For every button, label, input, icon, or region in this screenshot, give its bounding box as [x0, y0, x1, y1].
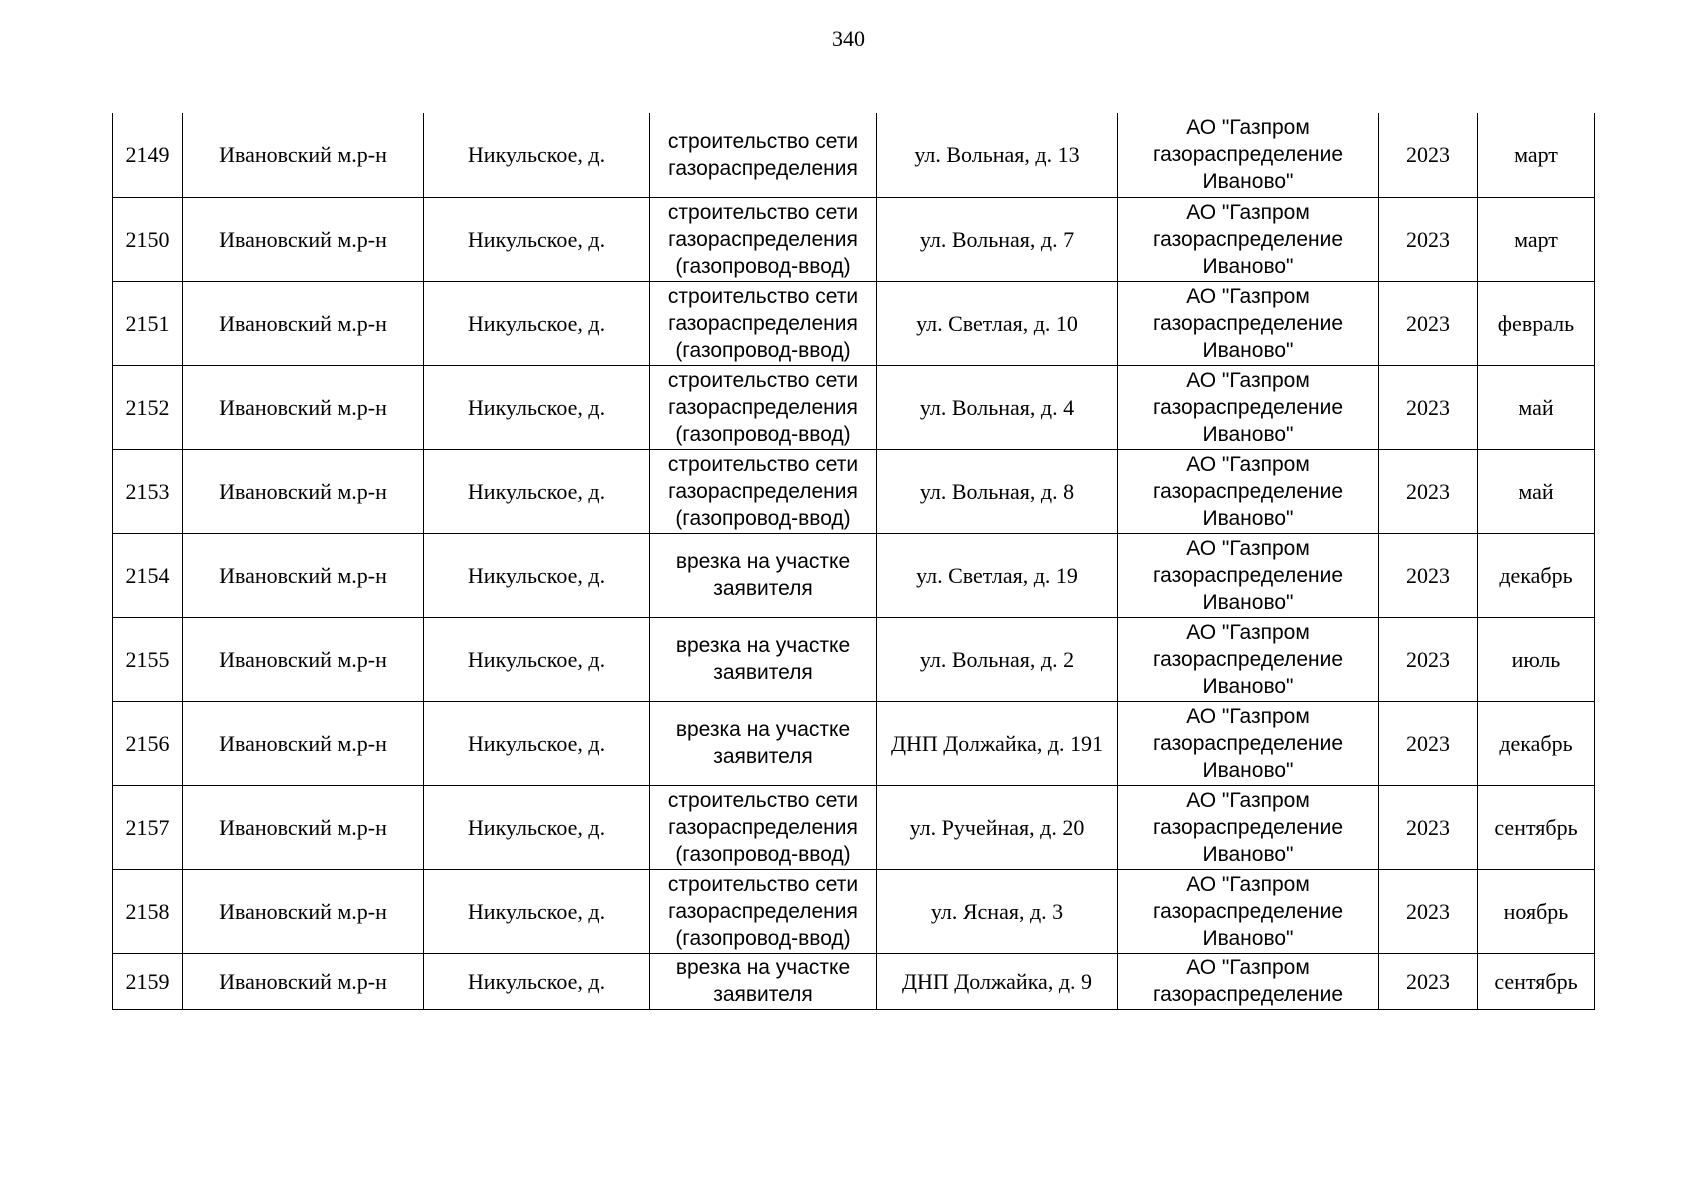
year-cell: 2023 [1379, 365, 1478, 449]
table-row [113, 701, 1595, 785]
row-number-cell: 2152 [113, 365, 183, 449]
district-cell: Ивановский м.р-н [183, 785, 424, 869]
year-cell: 2023 [1379, 785, 1478, 869]
row-number-cell: 2158 [113, 869, 183, 953]
organization-cell: АО "Газпром газораспределение Иваново" [1118, 281, 1379, 365]
address-cell: ДНП Должайка, д. 191 [877, 701, 1118, 785]
row-number-cell: 2155 [113, 617, 183, 701]
work-type-cell: строительство сети газораспределения (газопровод-ввод) [650, 785, 877, 869]
month-cell: февраль [1478, 281, 1595, 365]
work-type-cell: строительство сети газораспределения [650, 113, 877, 197]
table-row [113, 869, 1595, 953]
locality-cell: Никульское, д. [424, 365, 650, 449]
year-cell: 2023 [1379, 113, 1478, 197]
month-cell: сентябрь [1478, 953, 1595, 1009]
locality-cell: Никульское, д. [424, 617, 650, 701]
row-number-cell: 2151 [113, 281, 183, 365]
district-cell: Ивановский м.р-н [183, 281, 424, 365]
address-cell: ул. Вольная, д. 4 [877, 365, 1118, 449]
row-number-cell: 2150 [113, 197, 183, 281]
district-cell: Ивановский м.р-н [183, 617, 424, 701]
row-number-cell: 2154 [113, 533, 183, 617]
locality-cell: Никульское, д. [424, 533, 650, 617]
address-cell: ДНП Должайка, д. 9 [877, 953, 1118, 1009]
table-row [113, 617, 1595, 701]
organization-cell: АО "Газпром газораспределение Иваново" [1118, 533, 1379, 617]
table-body [113, 113, 1595, 1009]
page-number: 340 [832, 26, 865, 51]
year-cell: 2023 [1379, 953, 1478, 1009]
address-cell: ул. Светлая, д. 19 [877, 533, 1118, 617]
organization-cell: АО "Газпром газораспределение Иваново" [1118, 869, 1379, 953]
year-cell: 2023 [1379, 617, 1478, 701]
table-row [113, 533, 1595, 617]
work-type-cell: строительство сети газораспределения (газопровод-ввод) [650, 449, 877, 533]
organization-cell: АО "Газпром газораспределение Иваново" [1118, 197, 1379, 281]
table-row [113, 785, 1595, 869]
organization-cell: АО "Газпром газораспределение Иваново" [1118, 617, 1379, 701]
district-cell: Ивановский м.р-н [183, 113, 424, 197]
month-cell: декабрь [1478, 533, 1595, 617]
month-cell: сентябрь [1478, 785, 1595, 869]
address-cell: ул. Вольная, д. 2 [877, 617, 1118, 701]
address-cell: ул. Вольная, д. 8 [877, 449, 1118, 533]
table-row [113, 953, 1595, 1009]
work-type-cell: врезка на участке заявителя [650, 617, 877, 701]
month-cell: ноябрь [1478, 869, 1595, 953]
organization-cell: АО "Газпром газораспределение Иваново" [1118, 449, 1379, 533]
month-cell: март [1478, 197, 1595, 281]
address-cell: ул. Вольная, д. 13 [877, 113, 1118, 197]
row-number-cell: 2156 [113, 701, 183, 785]
table-row [113, 197, 1595, 281]
month-cell: май [1478, 449, 1595, 533]
locality-cell: Никульское, д. [424, 113, 650, 197]
district-cell: Ивановский м.р-н [183, 449, 424, 533]
table-row [113, 449, 1595, 533]
work-type-cell: строительство сети газораспределения (газопровод-ввод) [650, 365, 877, 449]
address-cell: ул. Светлая, д. 10 [877, 281, 1118, 365]
district-cell: Ивановский м.р-н [183, 197, 424, 281]
organization-cell: АО "Газпром газораспределение Иваново" [1118, 785, 1379, 869]
year-cell: 2023 [1379, 449, 1478, 533]
district-cell: Ивановский м.р-н [183, 701, 424, 785]
district-cell: Ивановский м.р-н [183, 533, 424, 617]
organization-cell: АО "Газпром газораспределение Иваново" [1118, 365, 1379, 449]
organization-cell: АО "Газпром газораспределение Иваново" [1118, 113, 1379, 197]
locality-cell: Никульское, д. [424, 869, 650, 953]
row-number-cell: 2159 [113, 953, 183, 1009]
year-cell: 2023 [1379, 869, 1478, 953]
organization-cell: АО "Газпром газораспределение [1118, 953, 1379, 1009]
work-type-cell: строительство сети газораспределения (газопровод-ввод) [650, 197, 877, 281]
row-number-cell: 2153 [113, 449, 183, 533]
locality-cell: Никульское, д. [424, 953, 650, 1009]
table-row [113, 365, 1595, 449]
table-row [113, 113, 1595, 197]
table-row [113, 281, 1595, 365]
locality-cell: Никульское, д. [424, 449, 650, 533]
work-type-cell: строительство сети газораспределения (газопровод-ввод) [650, 281, 877, 365]
work-type-cell: врезка на участке заявителя [650, 701, 877, 785]
locality-cell: Никульское, д. [424, 197, 650, 281]
row-number-cell: 2149 [113, 113, 183, 197]
month-cell: июль [1478, 617, 1595, 701]
work-type-cell: врезка на участке заявителя [650, 953, 877, 1009]
district-cell: Ивановский м.р-н [183, 869, 424, 953]
gasification-table [112, 113, 1595, 1010]
locality-cell: Никульское, д. [424, 281, 650, 365]
address-cell: ул. Ясная, д. 3 [877, 869, 1118, 953]
work-type-cell: врезка на участке заявителя [650, 533, 877, 617]
work-type-cell: строительство сети газораспределения (газопровод-ввод) [650, 869, 877, 953]
row-number-cell: 2157 [113, 785, 183, 869]
address-cell: ул. Вольная, д. 7 [877, 197, 1118, 281]
district-cell: Ивановский м.р-н [183, 365, 424, 449]
month-cell: май [1478, 365, 1595, 449]
document-table-container [112, 113, 1595, 1010]
month-cell: март [1478, 113, 1595, 197]
locality-cell: Никульское, д. [424, 785, 650, 869]
year-cell: 2023 [1379, 197, 1478, 281]
year-cell: 2023 [1379, 701, 1478, 785]
year-cell: 2023 [1379, 533, 1478, 617]
address-cell: ул. Ручейная, д. 20 [877, 785, 1118, 869]
month-cell: декабрь [1478, 701, 1595, 785]
locality-cell: Никульское, д. [424, 701, 650, 785]
district-cell: Ивановский м.р-н [183, 953, 424, 1009]
organization-cell: АО "Газпром газораспределение Иваново" [1118, 701, 1379, 785]
year-cell: 2023 [1379, 281, 1478, 365]
